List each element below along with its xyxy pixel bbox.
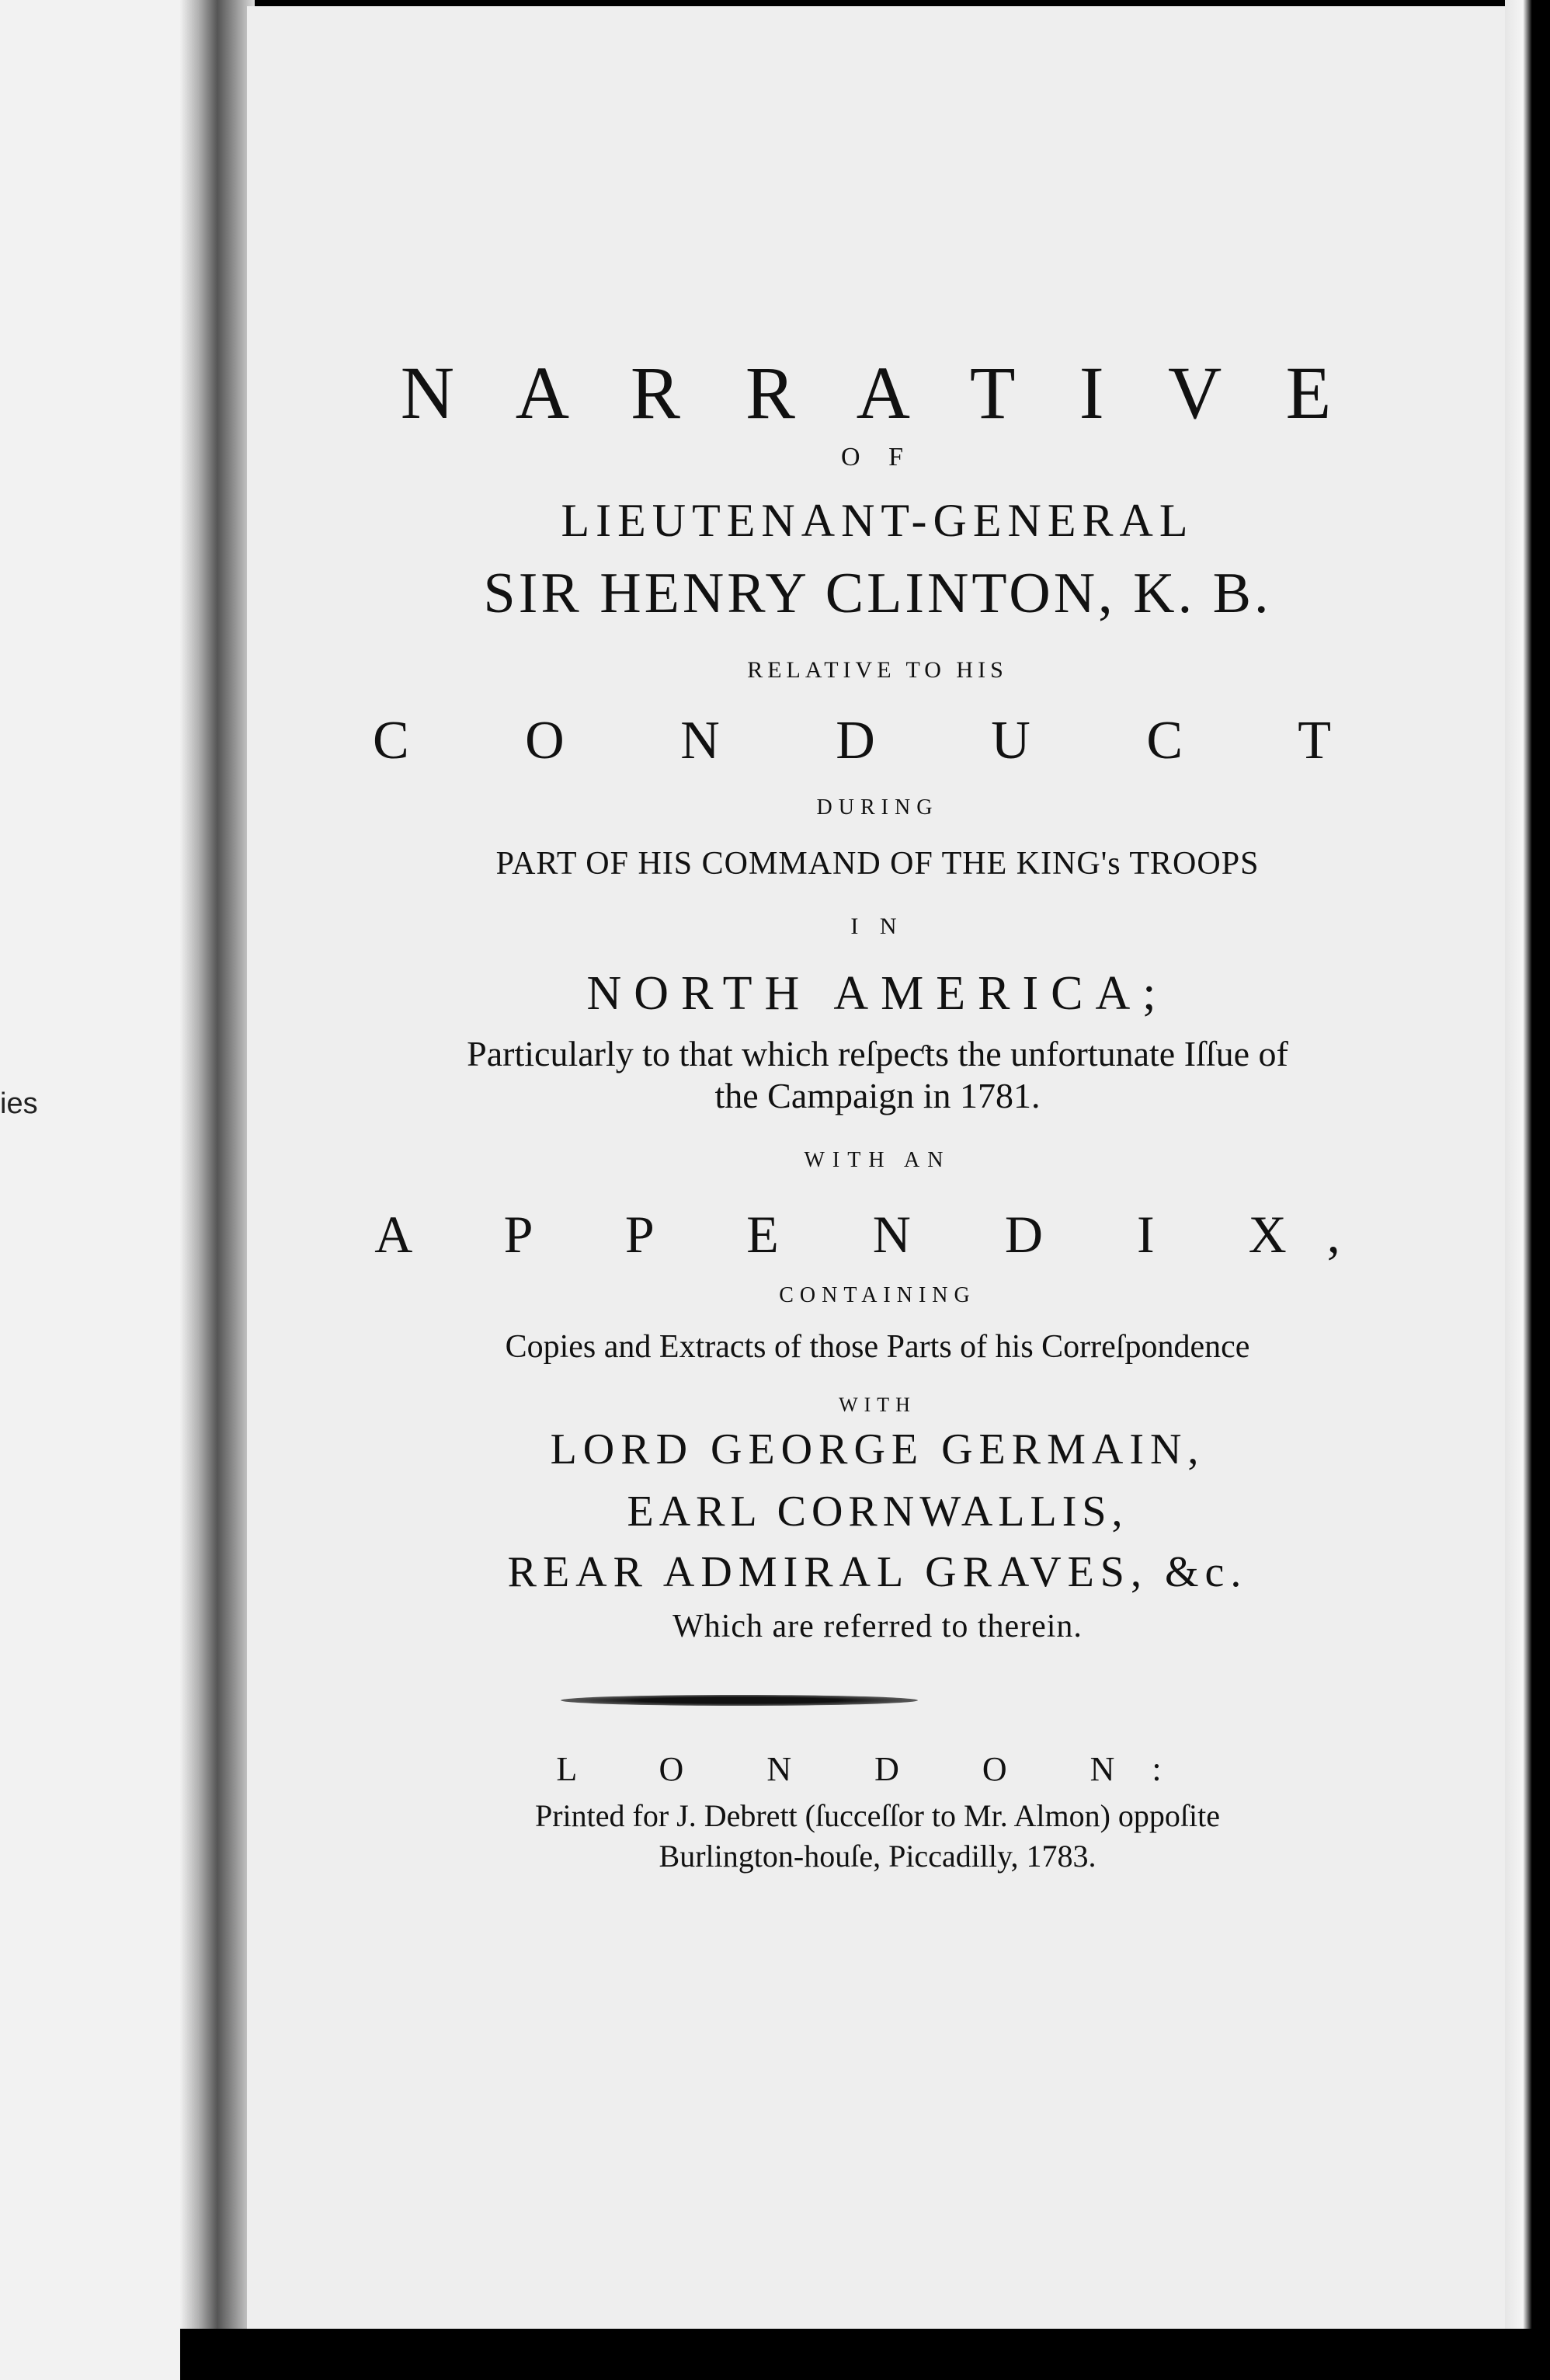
left-facing-page (0, 0, 180, 2380)
with-an-line: WITH AN (804, 1148, 951, 1172)
imprint-line-2: Burlington-houſe, Piccadilly, 1783. (659, 1839, 1096, 1874)
appendix-line: A P P E N D I X, (374, 1205, 1381, 1264)
correspondent-germain: LORD GEORGE GERMAIN, (550, 1425, 1205, 1474)
of-line: O F (841, 443, 914, 471)
containing-line: CONTAINING (779, 1283, 976, 1307)
right-page-edge (1505, 0, 1550, 2380)
with-line: WITH (839, 1394, 916, 1416)
referred-line: Which are referred to therein. (672, 1609, 1083, 1644)
relative-line: RELATIVE TO HIS (747, 657, 1008, 683)
book-gutter (180, 0, 255, 2380)
imprint-line-1: Printed for J. Debrett (ſucceſſor to Mr. Almon) oppoſite (534, 1798, 1221, 1833)
left-page-edge-text: ies (0, 1087, 38, 1120)
particularly-line-2: the Campaign in 1781. (714, 1076, 1041, 1115)
during-line: DURING (816, 795, 939, 819)
bottom-scan-border (180, 2329, 1550, 2380)
command-line: PART OF HIS COMMAND OF THE KING's TROOPS (495, 846, 1260, 882)
place-line: NORTH AMERICA; (586, 967, 1169, 1020)
rank-line: LIEUTENANT-GENERAL (561, 495, 1194, 546)
imprint-place: L O N D O N: (556, 1750, 1199, 1788)
conduct-line: C O N D U C T (372, 711, 1383, 771)
author-name: SIR HENRY CLINTON, K. B. (483, 562, 1272, 625)
copies-line: Copies and Extracts of those Parts of his Correſpondence (505, 1329, 1250, 1365)
correspondent-graves: REAR ADMIRAL GRAVES, &c. (507, 1548, 1248, 1596)
main-title: N A R R A T I V E (400, 351, 1355, 434)
particularly-line-1: Particularly to that which reſpeƈts the unfortunate Iſſue of (467, 1034, 1288, 1073)
correspondent-cornwallis: EARL CORNWALLIS, (627, 1488, 1128, 1536)
in-line: I N (850, 913, 905, 939)
decorative-rule (561, 1695, 918, 1706)
